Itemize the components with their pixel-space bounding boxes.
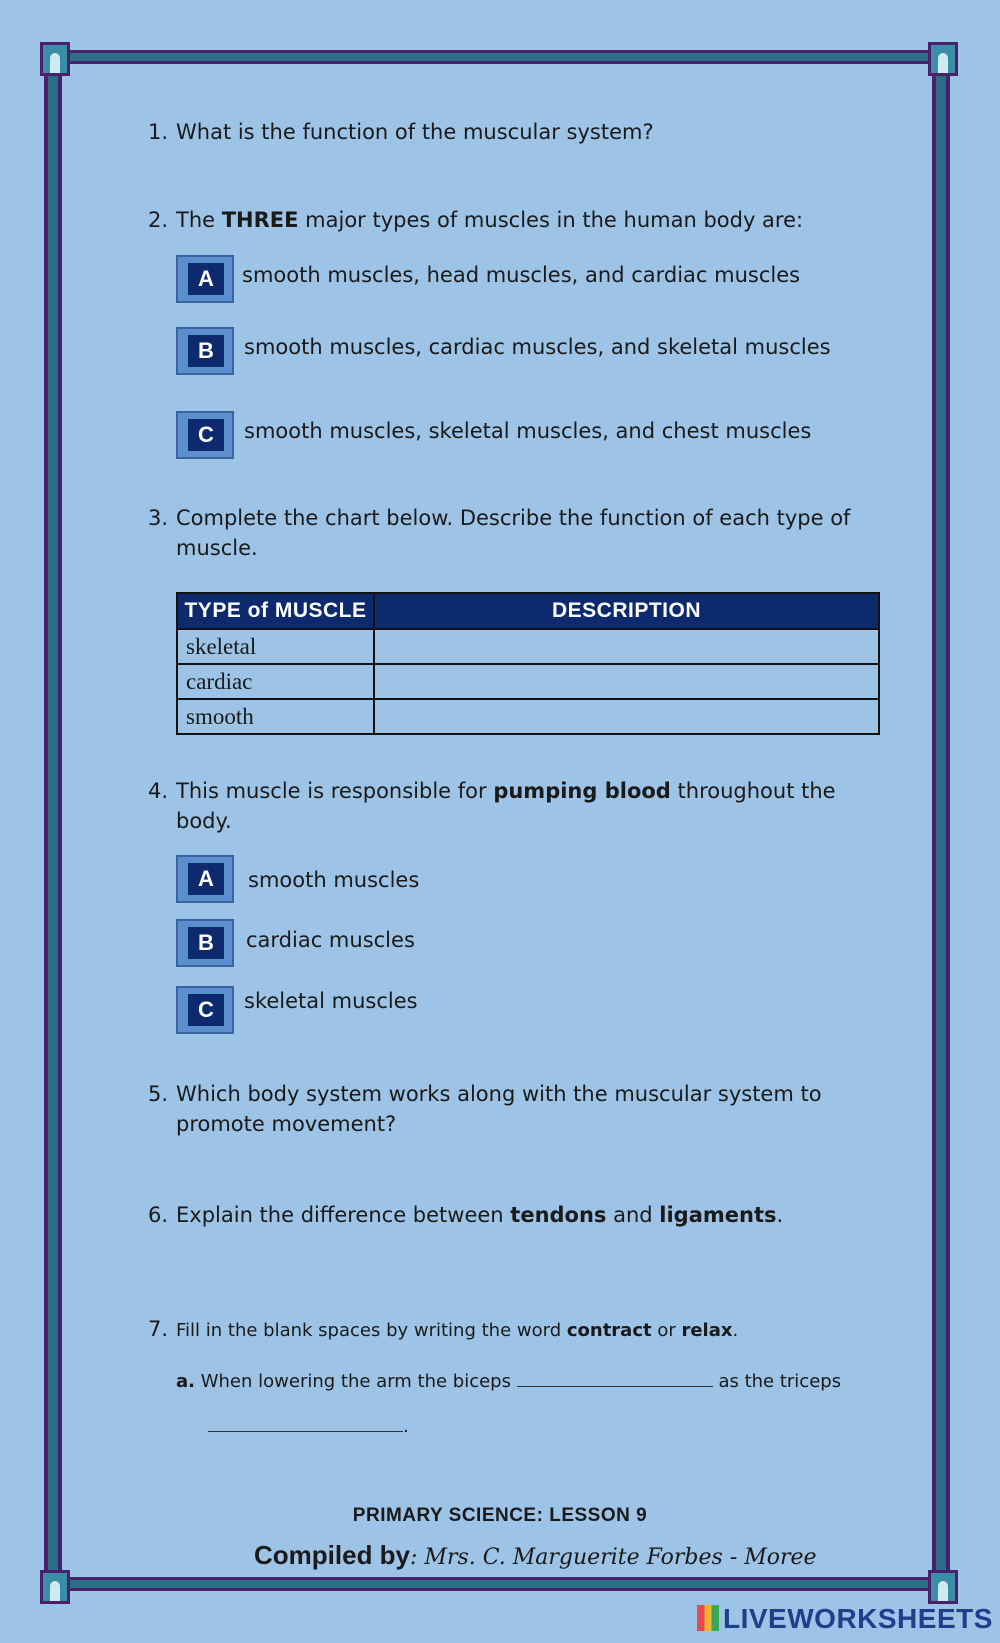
question-7: 7. Fill in the blank spaces by writing the word contract or relax. [148, 1317, 739, 1341]
muscle-type-table [176, 592, 880, 735]
answer-blank-1[interactable] [517, 1386, 713, 1387]
frame-corner-ornament [928, 42, 958, 76]
liveworksheets-logo-icon [697, 1605, 719, 1631]
table-header: TYPE of MUSCLE [177, 593, 374, 629]
liveworksheets-watermark: LIVEWORKSHEETS [697, 1603, 993, 1635]
frame-top-border [48, 50, 948, 64]
table-cell-description[interactable] [374, 629, 879, 664]
question-3: 3. Complete the chart below. Describe the function of each type of muscle. [148, 506, 851, 560]
frame-right-border [932, 50, 950, 1591]
question-7a: a. When lowering the arm the biceps as the triceps [176, 1371, 842, 1392]
answer-blank-2[interactable] [208, 1431, 403, 1432]
table-header-row [177, 593, 879, 629]
table-header: DESCRIPTION [374, 593, 879, 629]
table-row [177, 629, 879, 664]
option-letter-box[interactable]: A [176, 255, 234, 303]
question-1-text: What is the function of the muscular system? [176, 120, 654, 144]
option-letter-box[interactable]: A [176, 855, 234, 903]
option-letter-box[interactable]: C [176, 411, 234, 459]
question-2: 2. The THREE major types of muscles in the human body are: [148, 208, 804, 232]
question-7a-continued: . [208, 1412, 409, 1442]
table-cell-description[interactable] [374, 664, 879, 699]
table-cell-description[interactable] [374, 699, 879, 734]
table-cell-type: skeletal [177, 629, 374, 664]
table-row [177, 699, 879, 734]
question-4: 4. This muscle is responsible for pumping blood throughout the body. [148, 779, 836, 833]
table-cell-type: cardiac [177, 664, 374, 699]
question-6: 6. Explain the difference between tendons and ligaments. [148, 1203, 784, 1227]
frame-corner-ornament [928, 1570, 958, 1604]
question-1: 1. What is the function of the muscular system? [148, 120, 654, 144]
option-letter-box[interactable]: B [176, 919, 234, 967]
author-credit: Compiled by: Mrs. C. Marguerite Forbes - Moree [254, 1540, 817, 1570]
frame-corner-ornament [40, 42, 70, 76]
table-cell-type: smooth [177, 699, 374, 734]
question-5: 5. Which body system works along with the muscular system to promote movement? [148, 1082, 822, 1136]
option-letter-box[interactable]: C [176, 986, 234, 1034]
lesson-title: PRIMARY SCIENCE: LESSON 9 [352, 1505, 648, 1526]
table-row [177, 664, 879, 699]
frame-corner-ornament [40, 1570, 70, 1604]
frame-bottom-border [48, 1577, 948, 1591]
frame-left-border [44, 50, 62, 1591]
option-letter-box[interactable]: B [176, 327, 234, 375]
